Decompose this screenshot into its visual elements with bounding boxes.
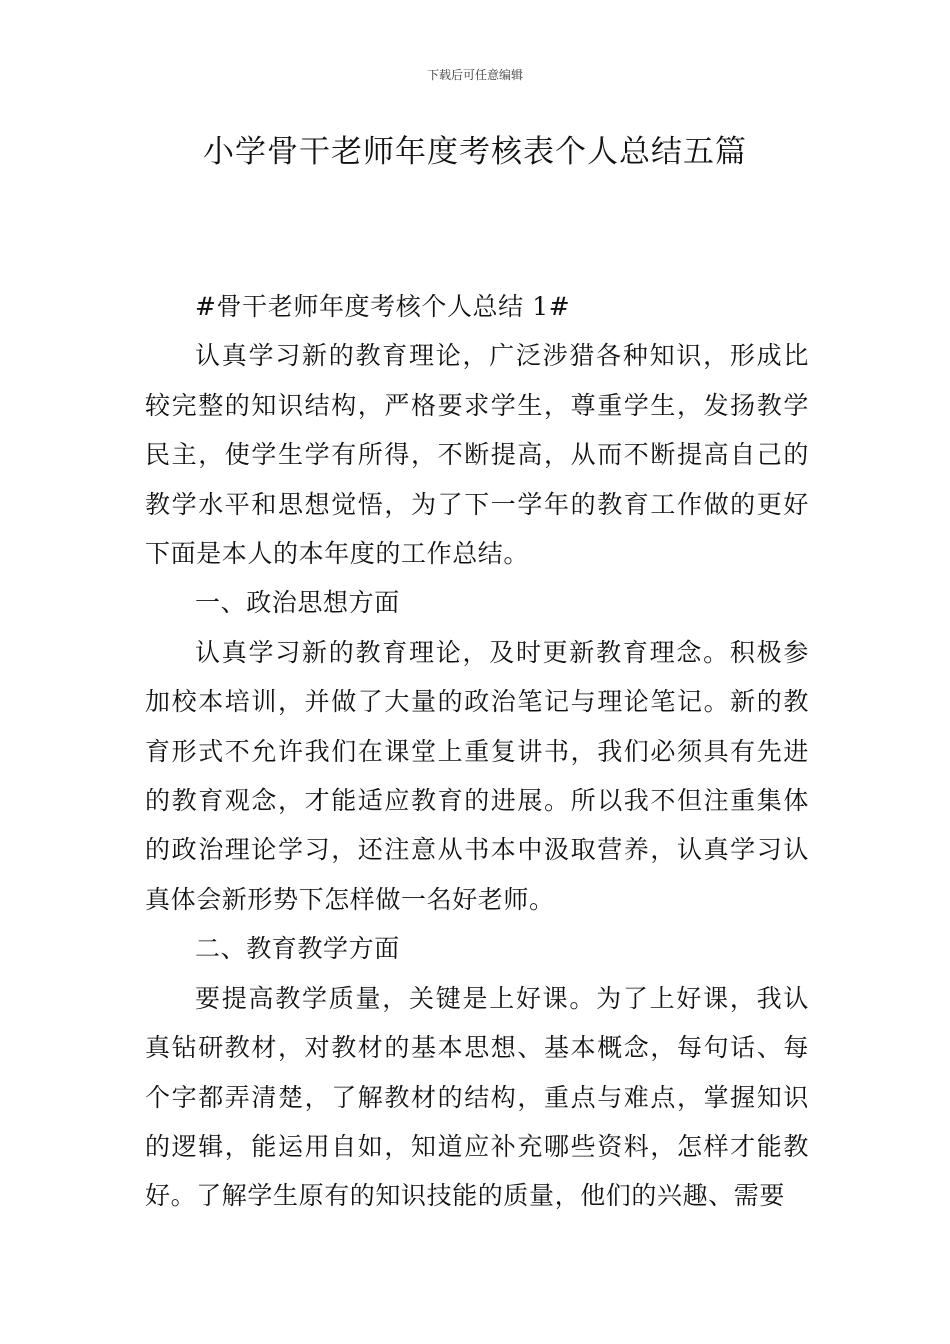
body-paragraph-political: 认真学习新的教育理论，及时更新教育理念。积极参加校本培训，并做了大量的政治笔记与理论笔记。新的教育形式不允许我们在课堂上重复讲书，我们必须具有先进的教育观念，才能适应教育的进展。所以我不但注重集体的政治理论学习，还注意从书本中汲取营养，认真学习认真体会新形势下怎样做一名好老师。 <box>145 637 809 914</box>
body-paragraph-teaching: 要提高教学质量，关键是上好课。为了上好课，我认真钻研教材，对教材的基本思想、基本概念，每句话、每个字都弄清楚，了解教材的结构，重点与难点，掌握知识的逻辑，能运用自如，知道应补充哪些资料，怎样才能教好。了解学生原有的知识技能的质量，他们的兴趣、需要 <box>145 983 809 1211</box>
section-heading-summary-1: #骨干老师年度考核个人总结 1# <box>195 292 571 321</box>
section-heading-political: 一、政治思想方面 <box>195 588 400 618</box>
document-title: 小学骨干老师年度考核表个人总结五篇 <box>203 134 747 170</box>
document-body <box>145 282 809 1221</box>
section-heading-teaching: 二、教育教学方面 <box>195 934 400 964</box>
body-paragraph-intro: 认真学习新的教育理论，广泛涉猎各种知识，形成比较完整的知识结构，严格要求学生，尊重学生，发扬教学民主，使学生学有所得，不断提高，从而不断提高自己的教学水平和思想觉悟，为了下一学年的教育工作做的更好下面是本人的本年度的工作总结。 <box>145 341 809 569</box>
header-note: 下载后可任意编辑 <box>426 68 523 82</box>
